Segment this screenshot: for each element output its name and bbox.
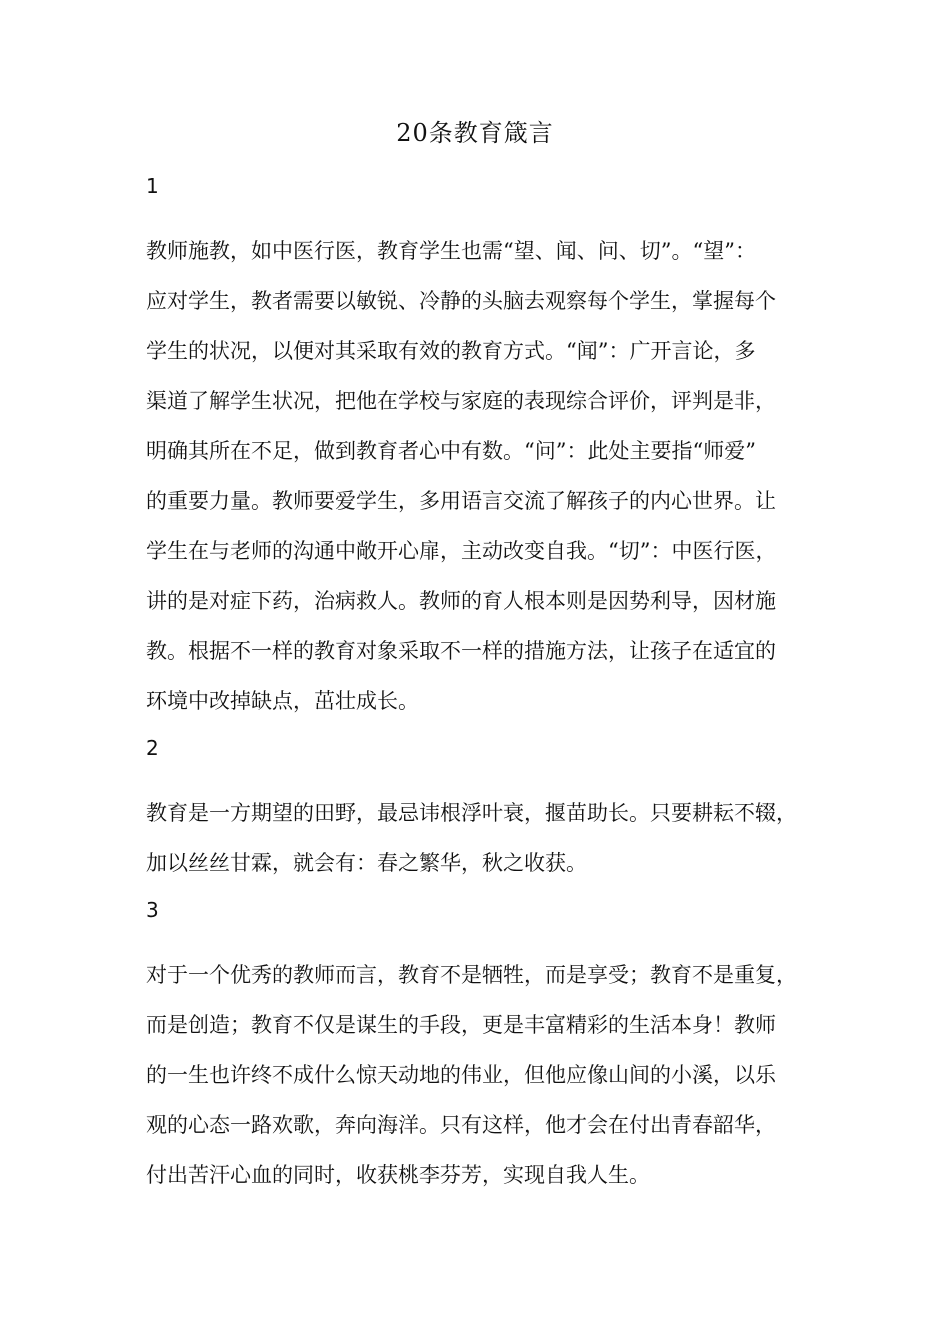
paragraph-line: 付出苦汗心血的同时，收获桃李芬芳，实现自我人生。: [146, 1163, 650, 1187]
paragraph-line: 对于一个优秀的教师而言，教育不是牺牲，而是享受；教育不是重复，: [146, 963, 797, 987]
section-paragraph: [146, 788, 808, 888]
paragraph-line: 明确其所在不足，做到教育者心中有数。“问”：此处主要指“师爱”: [146, 439, 756, 463]
paragraph-line: 学生的状况，以便对其采取有效的教育方式。“闻”：广开言论，多: [146, 339, 756, 363]
paragraph-line: 讲的是对症下药，治病救人。教师的育人根本则是因势利导，因材施: [146, 589, 776, 613]
paragraph-line: 而是创造；教育不仅是谋生的手段，更是丰富精彩的生活本身！教师: [146, 1013, 776, 1037]
paragraph-line: 环境中改掉缺点，茁壮成长。: [146, 689, 419, 713]
paragraph-line: 教师施教，如中医行医，教育学生也需“望、闻、问、切”。“望”：: [146, 239, 756, 263]
paragraph-line: 的重要力量。教师要爱学生，多用语言交流了解孩子的内心世界。让: [146, 489, 776, 513]
paragraph-line: 渠道了解学生状况，把他在学校与家庭的表现综合评价，评判是非，: [146, 389, 776, 413]
paragraph-line: 观的心态一路欢歌，奔向海洋。只有这样，他才会在付出青春韶华，: [146, 1113, 776, 1137]
section-number: 2: [146, 736, 159, 760]
section-number: 1: [146, 174, 159, 198]
paragraph-line: 学生在与老师的沟通中敞开心扉，主动改变自我。“切”：中医行医，: [146, 539, 777, 563]
document-title: 20条教育箴言: [396, 119, 554, 147]
section-paragraph: [146, 950, 808, 1200]
section-paragraph: [146, 226, 808, 726]
paragraph-line: 应对学生，教者需要以敏锐、冷静的头脑去观察每个学生，掌握每个: [146, 289, 776, 313]
paragraph-line: 加以丝丝甘霖，就会有：春之繁华，秋之收获。: [146, 851, 587, 875]
section-number: 3: [146, 898, 159, 922]
paragraph-line: 教。根据不一样的教育对象采取不一样的措施方法，让孩子在适宜的: [146, 639, 776, 663]
paragraph-line: 教育是一方期望的田野，最忌讳根浮叶衰，揠苗助长。只要耕耘不辍，: [146, 801, 797, 825]
document-body: [146, 170, 808, 1206]
paragraph-line: 的一生也许终不成什么惊天动地的伟业，但他应像山间的小溪，以乐: [146, 1063, 776, 1087]
